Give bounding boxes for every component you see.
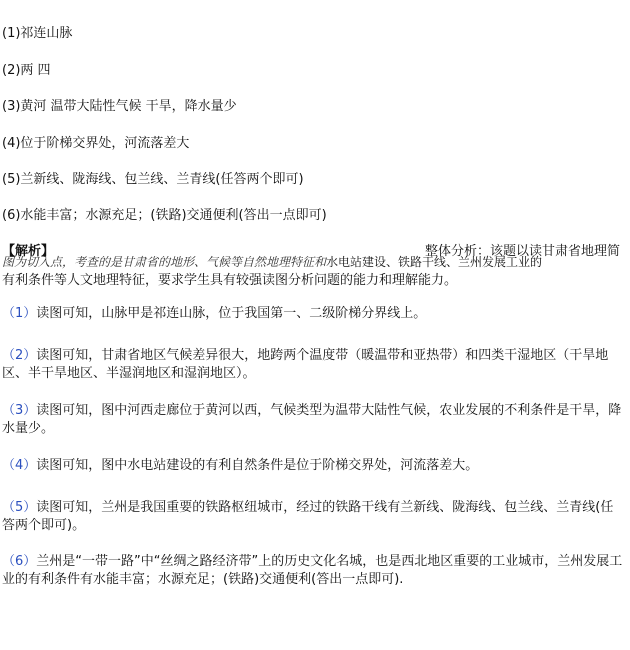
analysis-label: 【解析】 [2,244,55,259]
analysis-item-1 [2,305,626,323]
analysis-item-number: （1） [2,306,37,321]
answer-3: (3)黄河 温带大陆性气候 干旱，降水量少 [2,99,237,114]
analysis-summary [2,256,628,269]
analysis-item-2 [2,347,626,383]
analysis-summary-line3: 有利条件等人文地理特征，要求学生具有较强读图分析问题的能力和理解能力。 [2,273,458,288]
analysis-item-number: （6） [2,554,37,569]
analysis-item-text: 读图可知，图中河西走廊位于黄河以西，气候类型为温带大陆性气候，农业发展的不利条件是干旱，降水量少。 [2,403,622,436]
answer-1: (1)祁连山脉 [2,26,73,41]
analysis-summary-title: 整体分析：该题以读甘肃省地理简 [425,244,621,259]
answer-2: (2)两 四 [2,63,51,78]
answer-6: (6)水能丰富；水源充足；(铁路)交通便利(答出一点即可) [2,208,327,223]
analysis-item-number: （4） [2,458,37,473]
analysis-item-text: 读图可知，甘肃省地区气候差异很大，地跨两个温度带（暖温带和亚热带）和四类干湿地区（干旱地区、半干旱地区、半湿润地区和湿润地区）。 [2,348,609,381]
analysis-item-text: 读图可知，山脉甲是祁连山脉，位于我国第一、二级阶梯分界线上。 [36,306,427,321]
analysis-item-text: 兰州是“一带一路”中“丝绸之路经济带”上的历史文化名城，也是西北地区重要的工业城市，兰州发展工业的有利条件有水能丰富；水源充足；(铁路)交通便利(答出一点即可). [2,554,623,587]
analysis-item-5 [2,499,626,535]
analysis-item-number: （5） [2,500,37,515]
analysis-summary-italic: 图为切入点，考查的是甘肃省的地形、气候等自然地理特征和 [2,255,327,269]
analysis-item-6 [2,553,626,589]
analysis-item-number: （3） [2,403,37,418]
analysis-item-text: 读图可知，兰州是我国重要的铁路枢纽城市，经过的铁路干线有兰新线、陇海线、包兰线、兰青线(任答两个即可)。 [2,500,614,533]
analysis-item-4 [2,457,626,475]
analysis-summary-rest: 水电站建设、铁路干线、兰州发展工业的 [326,255,543,269]
answer-5: (5)兰新线、陇海线、包兰线、兰青线(任答两个即可) [2,172,304,187]
analysis-item-3 [2,402,626,438]
answer-4: (4)位于阶梯交界处，河流落差大 [2,136,190,151]
analysis-item-text: 读图可知，图中水电站建设的有利自然条件是位于阶梯交界处，河流落差大。 [36,458,479,473]
analysis-item-number: （2） [2,348,37,363]
